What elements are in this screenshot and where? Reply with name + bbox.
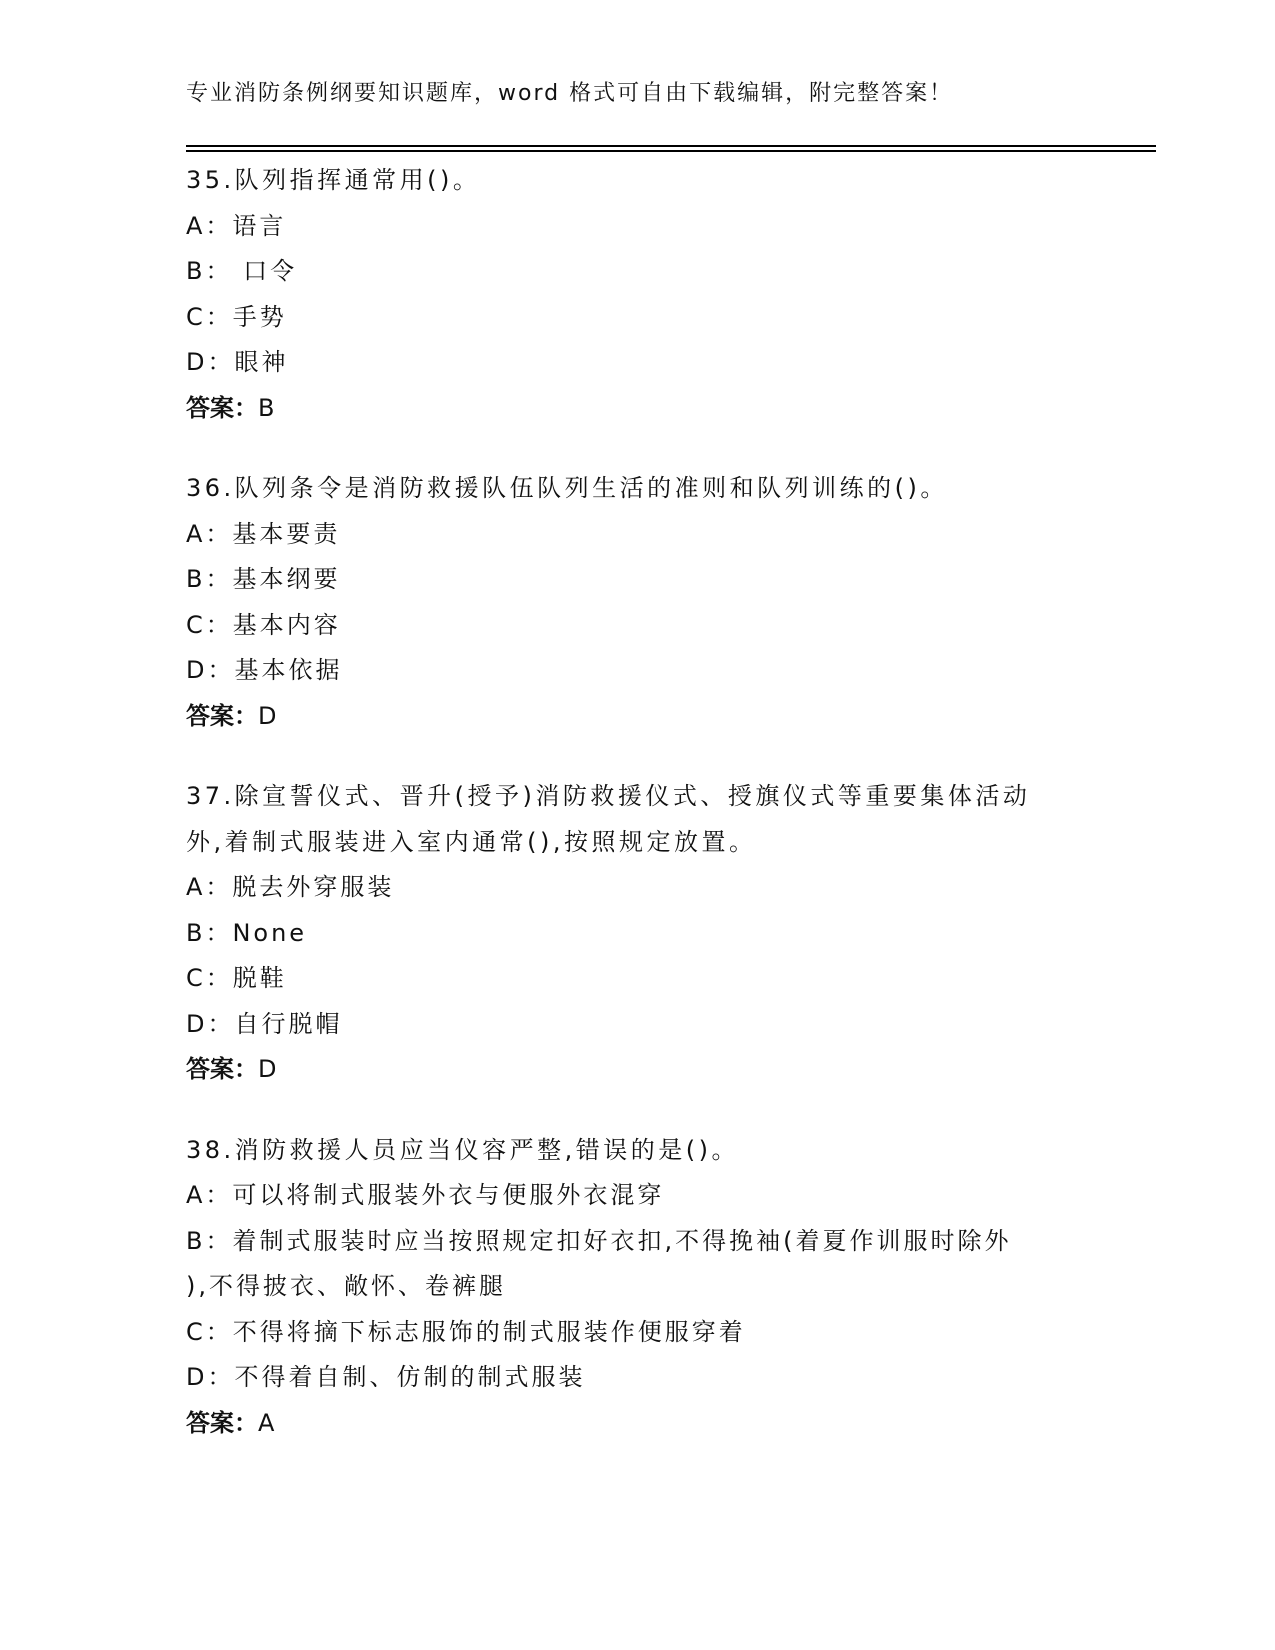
option-d: D：眼神 xyxy=(186,348,289,376)
answer-line xyxy=(186,386,1086,432)
page-header: 专业消防条例纲要知识题库，word 格式可自由下载编辑，附完整答案！ xyxy=(186,81,954,106)
option-d: D：基本依据 xyxy=(186,656,343,684)
question-list xyxy=(186,158,1086,1481)
option-b-line-1: B：着制式服装时应当按照规定扣好衣扣,不得挽袖(着夏作训服时除外 xyxy=(186,1226,1012,1255)
option-b: B：None xyxy=(186,918,308,947)
answer-line xyxy=(186,1401,1086,1447)
option-d: D：不得着自制、仿制的制式服装 xyxy=(186,1363,586,1391)
option-a: A：语言 xyxy=(186,211,287,240)
answer-label: 答案： xyxy=(186,393,258,422)
answer-label: 答案： xyxy=(186,701,258,730)
option-a: A：可以将制式服装外衣与便服外衣混穿 xyxy=(186,1181,665,1209)
answer-label: 答案： xyxy=(186,1408,258,1437)
question-stem-line-1: 37.除宣誓仪式、晋升(授予)消防救援仪式、授旗仪式等重要集体活动 xyxy=(186,782,1031,810)
option-b-line-2: ),不得披衣、敞怀、卷裤腿 xyxy=(186,1272,506,1300)
option-c: C：脱鞋 xyxy=(186,964,287,992)
option-c: C：不得将摘下标志服饰的制式服装作便服穿着 xyxy=(186,1317,746,1346)
question-35 xyxy=(186,158,1086,431)
option-b: B： 口令 xyxy=(186,257,298,285)
answer-line xyxy=(186,1047,1086,1093)
answer-line xyxy=(186,694,1086,740)
answer-label: 答案： xyxy=(186,1055,258,1083)
option-a: A：基本要责 xyxy=(186,519,341,548)
option-c: C：手势 xyxy=(186,302,287,331)
option-b: B：基本纲要 xyxy=(186,565,341,593)
answer-value: B xyxy=(258,393,275,422)
question-stem: 35.队列指挥通常用()。 xyxy=(186,166,481,194)
question-stem: 36.队列条令是消防救援队伍队列生活的准则和队列训练的()。 xyxy=(186,474,948,502)
answer-value: D xyxy=(258,1055,277,1083)
question-36 xyxy=(186,466,1086,739)
option-a: A：脱去外穿服装 xyxy=(186,873,395,901)
header-rule-top xyxy=(186,145,1156,147)
question-stem-line-2: 外,着制式服装进入室内通常(),按照规定放置。 xyxy=(186,827,757,856)
answer-value: A xyxy=(258,1408,275,1437)
question-stem: 38.消防救援人员应当仪容严整,错误的是()。 xyxy=(186,1135,740,1164)
header-rule-bottom xyxy=(186,150,1156,152)
option-d: D：自行脱帽 xyxy=(186,1009,343,1038)
answer-value: D xyxy=(258,701,277,730)
option-c: C：基本内容 xyxy=(186,610,341,639)
question-38 xyxy=(186,1128,1086,1447)
question-37 xyxy=(186,774,1086,1093)
